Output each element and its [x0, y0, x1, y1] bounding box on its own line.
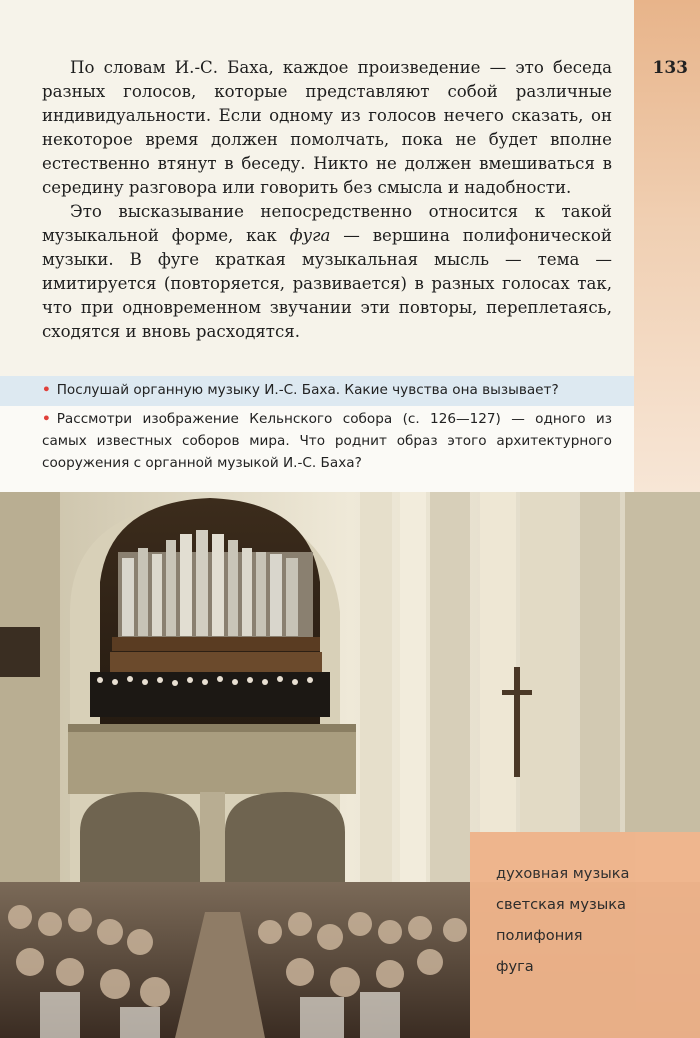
- question-1: [42, 379, 612, 401]
- page-number: 133: [652, 58, 688, 78]
- paragraph-2-start: Это высказывание непосредственно относится к такой музыкальной форме, как: [42, 202, 612, 245]
- main-text: [42, 56, 612, 344]
- choir: [90, 672, 330, 717]
- question-2-text: Рассмотри изображение Кельнского собора (с. 126—127) — одного из самых известных соборов мира. Что роднит образ этого архитектурного сооружения с органной музыкой И.-С. Баха?: [42, 411, 612, 471]
- bullet-icon: •: [42, 411, 51, 427]
- paragraph-1: По словам И.-С. Баха, каждое произведение — это беседа разных голосов, которые представляют собой различные индивидуальности. Если одному из голосов нечего сказать, он некоторое время должен помолчать, пока не будет вполне естественно втянут в беседу. Никто не должен вмешиваться в середину разговора или говорить без смысла и надобности.: [42, 58, 612, 197]
- question-1-text: Послушай органную музыку И.-С. Баха. Какие чувства она вызывает?: [56, 382, 559, 398]
- keyword-item: полифония: [496, 927, 583, 944]
- keywords-list: [470, 832, 700, 982]
- questions-block: [0, 376, 634, 492]
- paragraph-2: [42, 200, 612, 344]
- keyword-item: духовная музыка: [496, 865, 630, 882]
- keyword-item: фуга: [496, 958, 534, 975]
- keywords-box: [470, 832, 700, 1038]
- term-fugue: фуга: [289, 226, 331, 245]
- keyword-item: светская музыка: [496, 896, 626, 913]
- bullet-icon: •: [42, 382, 51, 398]
- question-2: [42, 408, 612, 474]
- paragraph-2-end: — вершина полифонической музыки. В фуге краткая музыкальная мысль — тема — имитируется (повторяется, развивается) в разных голосах так, что при одновременном звучании эти повторы, переплетаясь, сходятся и вновь расходятся.: [42, 226, 612, 341]
